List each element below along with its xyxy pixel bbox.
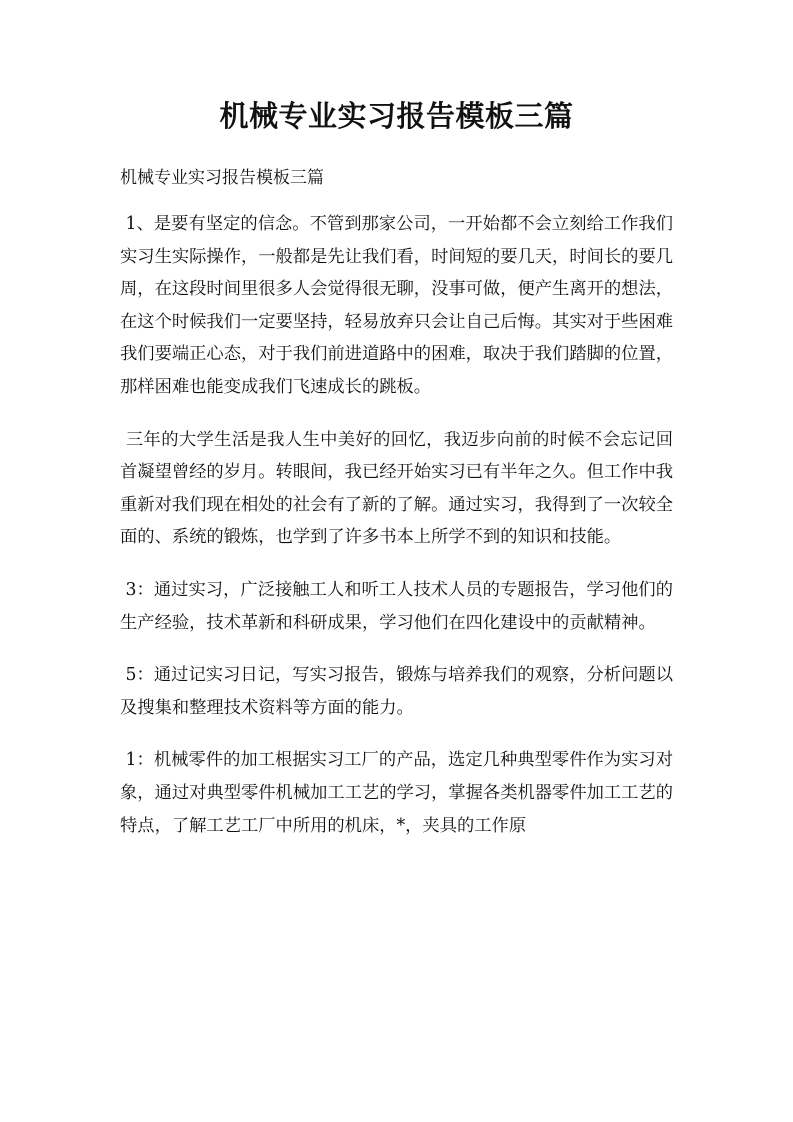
document-title: 机械专业实习报告模板三篇 (219, 99, 574, 133)
paragraph-belief: 1、是要有坚定的信念。不管到那家公司，一开始都不会立刻给工作我们实习生实际操作，一般都是先让我们看，时间短的要几天，时间长的要几周，在这段时间里很多人会觉得很无聊，没事可做，便产生离开的想法，在这个时候我们一定要坚持，轻易放弃只会让自己后悔。其实对于些困难我们要端正心态，对于我们前进道路中的困难，取决于我们踏脚的位置，那样困难也能变成我们飞速成长的跳板。 (120, 214, 674, 397)
paragraph-college-life: 三年的大学生活是我人生中美好的回忆，我迈步向前的时候不会忘记回首凝望曾经的岁月。转眼间，我已经开始实习已有半年之久。但工作中我重新对我们现在相处的社会有了新的了解。通过实习，我得到了一次较全面的、系统的锻炼，也学到了许多书本上所学不到的知识和技能。 (120, 429, 674, 548)
paragraph-item-5: 5：通过记实习日记，写实习报告，锻炼与培养我们的观察，分析问题以及搜集和整理技术资料等方面的能力。 (120, 665, 674, 718)
paragraph-item-3: 3：通过实习，广泛接触工人和听工人技术人员的专题报告，学习他们的生产经验，技术革新和科研成果，学习他们在四化建设中的贡献精神。 (120, 579, 674, 633)
paragraph-machining: 1：机械零件的加工根据实习工厂的产品，选定几种典型零件作为实习对象，通过对典型零件机械加工工艺的学习，掌握各类机器零件加工工艺的特点，了解工艺工厂中所用的机床，*，夹具的工作原 (120, 750, 674, 836)
document-subtitle: 机械专业实习报告模板三篇 (120, 168, 324, 188)
document-body (120, 208, 673, 862)
